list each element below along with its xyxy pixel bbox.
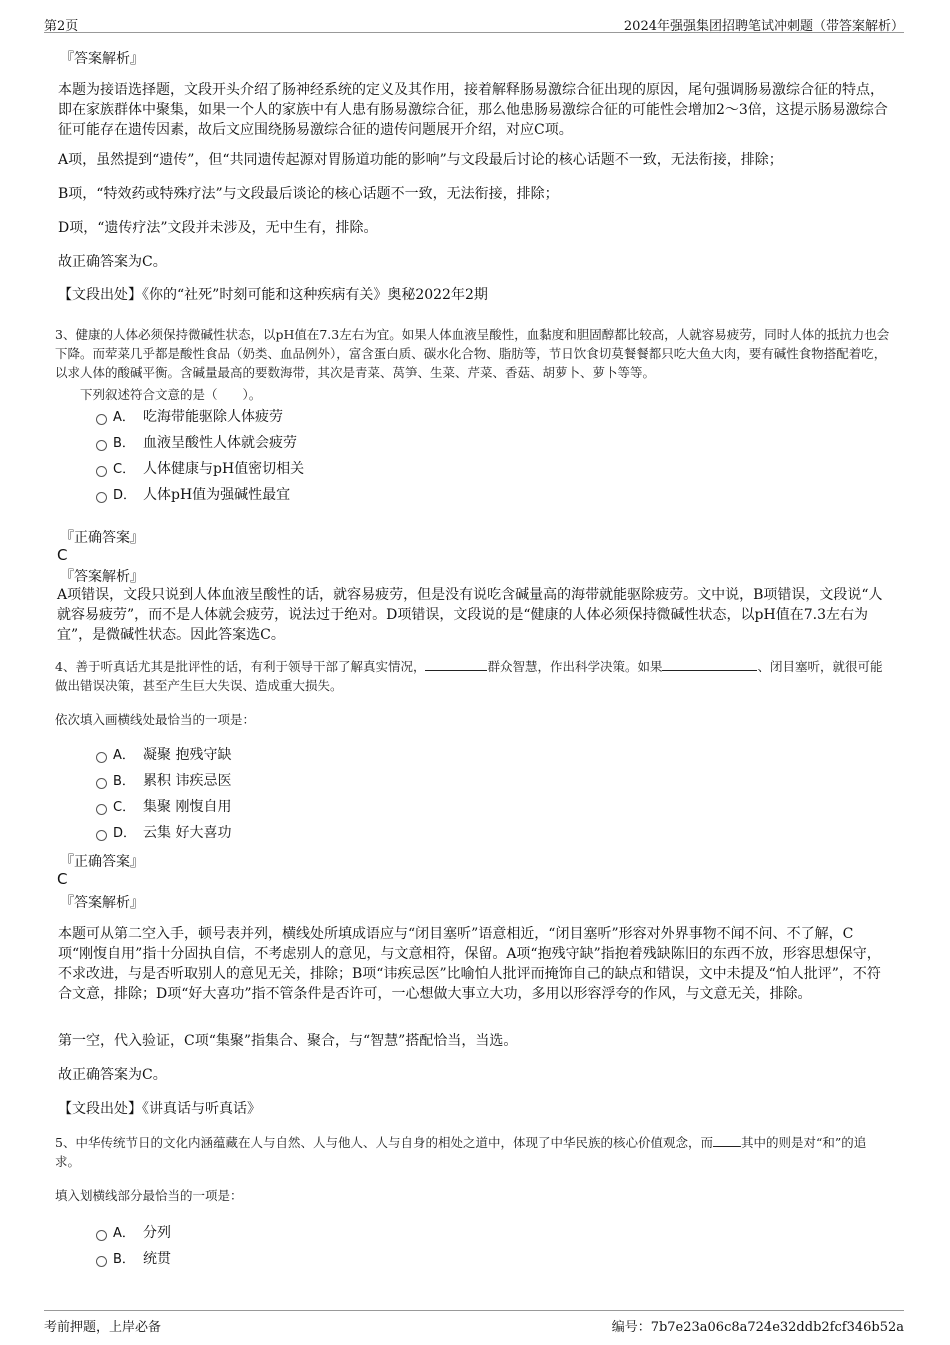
footer-slogan: 考前押题，上岸必备 bbox=[44, 1320, 162, 1335]
radio-icon[interactable] bbox=[96, 440, 107, 451]
q3-stem: 3、健康的人体必须保持微碱性状态，以pH值在7.3左右为宜。如果人体血液呈酸性，血黏度和胆固醇都比较高，人就容易疲劳，同时人体的抵抗力也会下降。而荤菜几乎都是酸性食品（奶类、血品例外），富含蛋白质、碳水化合物、脂肪等，节日饮食切莫餐餐都只吃大鱼大肉，要有碱性食物搭配着吃，以求人体的酸碱平衡。含碱量最高的要数海带，其次是青菜、莴笋、生菜、芹菜、香菇、胡萝卜、萝卜等等。 bbox=[55, 327, 890, 380]
q3-option-b[interactable]: B． 血液呈酸性人体就会疲劳 bbox=[96, 433, 297, 453]
q2-analysis-p5: 故正确答案为C。 bbox=[58, 254, 167, 270]
q4-prompt: 依次填入画横线处最恰当的一项是： bbox=[55, 712, 256, 727]
q4-analysis-p2: 第一空，代入验证，C项“集聚”指集合、聚合，与“智慧”搭配恰当，当选。 bbox=[58, 1033, 518, 1049]
blank-2 bbox=[662, 657, 757, 671]
blank-1 bbox=[425, 657, 487, 671]
radio-icon[interactable] bbox=[96, 752, 107, 763]
q3-option-a[interactable]: A． 吃海带能驱除人体疲劳 bbox=[96, 407, 283, 427]
q3-analysis: A项错误，文段只说到人体血液呈酸性的话，就容易疲劳，但是没有说吃含碱量高的海带就能驱除疲劳。文中说，B项错误，文段说“人就容易疲劳”，而不是人体就会疲劳，说法过于绝对。D项错误，文段说的是“健康的人体必须保持微碱性状态，以pH值在7.3左右为宜”，是微碱性状态。因此答案选C。 bbox=[57, 587, 883, 643]
q4-option-d[interactable]: D． 云集 好大喜功 bbox=[96, 823, 231, 843]
q4-correct-label: 『正确答案』 bbox=[60, 854, 144, 870]
q4-option-a[interactable]: A． 凝聚 抱残守缺 bbox=[96, 745, 231, 765]
radio-icon[interactable] bbox=[96, 466, 107, 477]
q5-prompt: 填入划横线部分最恰当的一项是： bbox=[55, 1188, 243, 1203]
q5-option-a[interactable]: A． 分列 bbox=[96, 1223, 171, 1243]
page-footer bbox=[44, 1310, 904, 1339]
q3-answer: C bbox=[57, 546, 68, 564]
q4-option-b[interactable]: B． 累积 讳疾忌医 bbox=[96, 771, 231, 791]
q2-analysis-p4: D项，“遗传疗法”文段并未涉及，无中生有，排除。 bbox=[58, 220, 378, 236]
q3-correct-label: 『正确答案』 bbox=[60, 530, 144, 546]
q2-analysis-p3: B项，“特效药或特殊疗法”与文段最后谈论的核心话题不一致，无法衔接，排除； bbox=[58, 186, 559, 202]
q2-analysis-label: 『答案解析』 bbox=[60, 51, 144, 67]
q4-source: 【文段出处】《讲真话与听真话》 bbox=[58, 1101, 261, 1117]
q3-prompt: 下列叙述符合文意的是（ ）。 bbox=[80, 387, 262, 402]
radio-icon[interactable] bbox=[96, 830, 107, 841]
radio-icon[interactable] bbox=[96, 492, 107, 503]
page-number: 第2页 bbox=[44, 19, 79, 34]
document-title: 2024年强强集团招聘笔试冲刺题（带答案解析） bbox=[623, 19, 904, 34]
q3-option-c[interactable]: C． 人体健康与pH值密切相关 bbox=[96, 459, 304, 479]
q2-analysis-p1: 本题为接语选择题，文段开头介绍了肠神经系统的定义及其作用，接着解释肠易激综合征出现的原因，尾句强调肠易激综合征的特点，即在家族群体中聚集，如果一个人的家族中有人患有肠易激综合征，那么他患肠易激综合征的可能性会增加2～3倍，这提示肠易激综合征可能存在遗传因素，故后文应围绕肠易激综合征的遗传问题展开介绍，对应C项。 bbox=[58, 82, 888, 138]
radio-icon[interactable] bbox=[96, 414, 107, 425]
q5-option-b[interactable]: B． 统贯 bbox=[96, 1249, 171, 1269]
radio-icon[interactable] bbox=[96, 1256, 107, 1267]
q2-source: 【文段出处】《你的“社死”时刻可能和这种疾病有关》奥秘2022年2期 bbox=[58, 287, 488, 303]
q5-stem: 5、中华传统节日的文化内涵蕴藏在人与自然、人与他人、人与自身的相处之道中，体现了中华民族的核心价值观念，而 其中的则是对“和”的追求。 bbox=[55, 1135, 867, 1169]
radio-icon[interactable] bbox=[96, 1230, 107, 1241]
document-id: 编号：7b7e23a06c8a724e32ddb2fcf346b52a bbox=[611, 1320, 904, 1335]
radio-icon[interactable] bbox=[96, 804, 107, 815]
q4-analysis-p3: 故正确答案为C。 bbox=[58, 1067, 167, 1083]
radio-icon[interactable] bbox=[96, 778, 107, 789]
blank-3 bbox=[713, 1133, 741, 1147]
q2-analysis-p2: A项，虽然提到“遗传”，但“共同遗传起源对胃肠道功能的影响”与文段最后讨论的核心话题不一致，无法衔接，排除； bbox=[58, 152, 783, 168]
q4-stem: 4、善于听真话尤其是批评性的话，有利于领导干部了解真实情况， 群众智慧，作出科学决策。如果 、闭目塞听，就很可能做出错误决策，甚至产生巨大失误、造成重大损失。 bbox=[55, 659, 883, 693]
q4-analysis-p1: 本题可从第二空入手，顿号表并列，横线处所填成语应与“闭目塞听”语意相近，“闭目塞听”形容对外界事物不闻不问、不了解，C项“刚愎自用”指十分固执自信，不考虑别人的意见，与文意相符，保留。A项“抱残守缺”指抱着残缺陈旧的东西不放，形容思想保守，不求改进，与是否听取别人的意见无关，排除；B项“讳疾忌医”比喻怕人批评而掩饰自己的缺点和错误，文中未提及“怕人批评”，不符合文意，排除；D项“好大喜功”指不管条件是否许可，一心想做大事立大功，多用以形容浮夸的作风，与文意无关，排除。 bbox=[58, 926, 881, 1002]
q4-answer: C bbox=[57, 870, 68, 888]
q3-option-d[interactable]: D． 人体pH值为强碱性最宜 bbox=[96, 485, 290, 505]
q3-analysis-label: 『答案解析』 bbox=[60, 569, 144, 585]
q4-analysis-label: 『答案解析』 bbox=[60, 895, 144, 911]
q4-option-c[interactable]: C． 集聚 刚愎自用 bbox=[96, 797, 231, 817]
page-header bbox=[44, 10, 904, 33]
